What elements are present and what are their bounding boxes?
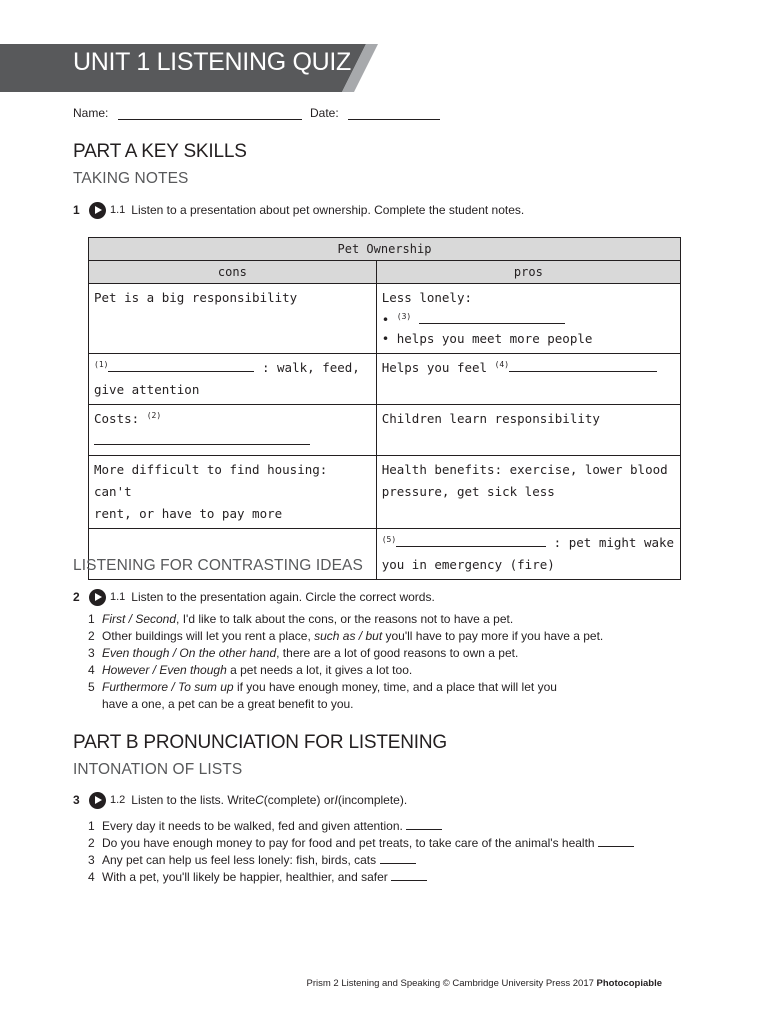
notes-table [88, 237, 681, 580]
table-cell: Children learn responsibility [376, 405, 680, 456]
table-cell: Less lonely: • $^{(3)}$ • helps you meet more people [376, 284, 680, 354]
name-field[interactable] [73, 106, 302, 120]
answer-blank-4[interactable] [509, 357, 657, 372]
question-number: 3 [73, 793, 80, 807]
blank-number-3: (3) [396, 311, 412, 321]
word-choice[interactable]: First / Second [102, 612, 177, 626]
pros-header: pros [376, 261, 680, 284]
page-title: UNIT 1 LISTENING QUIZ [73, 48, 352, 76]
audio-track-number: 1.1 [110, 591, 126, 603]
play-audio-icon[interactable] [89, 589, 106, 606]
blank-number-1: (1) [94, 359, 109, 369]
bullet: • [381, 312, 390, 327]
answer-blank[interactable] [391, 866, 427, 881]
list-item: 1 Every day it needs to be walked, fed and given attention. [88, 815, 688, 835]
answer-blank[interactable] [406, 815, 442, 830]
question-2 [73, 588, 435, 606]
answer-blank-1[interactable] [108, 357, 254, 372]
blank-number-4: (4) [494, 359, 510, 369]
list-item: 3 Even though / On the other hand, there are a lot of good reasons to own a pet. [88, 646, 519, 660]
list-item: 2 Other buildings will let you rent a place, such as / but you'll have to pay more if you have a pet. [88, 629, 604, 643]
word-choice[interactable]: Even though / On the other hand [102, 646, 277, 660]
answer-blank[interactable] [598, 832, 634, 847]
table-cell: $^{(5)}$ : pet might wake you in emergency (fire) [376, 529, 680, 580]
part-a-title: PART A KEY SKILLS [73, 141, 247, 162]
question-1 [73, 201, 524, 219]
question-instruction: Listen to a presentation about pet ownership. Complete the student notes. [131, 203, 525, 217]
question-instruction: Listen to the presentation again. Circle the correct words. [131, 590, 435, 604]
name-line [118, 119, 302, 120]
answer-blank-3[interactable] [419, 309, 565, 324]
intonation-heading: INTONATION OF LISTS [73, 761, 243, 778]
list-item: 5 Furthermore / To sum up if you have enough money, time, and a place that will let you have a one, a pet can be a great benefit to you. [88, 680, 557, 711]
footer: Prism 2 Listening and Speaking © Cambridge University Press 2017 Photocopiable [306, 978, 662, 989]
table-cell: Health benefits: exercise, lower blood pressure, get sick less [376, 456, 680, 529]
list-item: 2 Do you have enough money to pay for food and pet treats, to take care of the animal's health [88, 832, 688, 852]
table-title: Pet Ownership [89, 238, 681, 261]
date-label: Date: [310, 106, 339, 120]
word-choice[interactable]: However / Even though [102, 663, 227, 677]
play-audio-icon[interactable] [89, 202, 106, 219]
cons-header: cons [89, 261, 377, 284]
contrasting-ideas-heading: LISTENING FOR CONTRASTING IDEAS [73, 557, 363, 574]
audio-track-number: 1.1 [110, 204, 126, 216]
word-choice[interactable]: Furthermore / To sum up [102, 680, 234, 694]
list-item: 4 With a pet, you'll likely be happier, healthier, and safer [88, 866, 688, 886]
taking-notes-heading: TAKING NOTES [73, 170, 189, 187]
date-line [348, 119, 440, 120]
answer-blank-5[interactable] [396, 532, 546, 547]
word-choice[interactable]: such as / but [314, 629, 383, 643]
blank-number-2: (2) [146, 410, 162, 420]
list-item: 3 Any pet can help us feel less lonely: fish, birds, cats [88, 849, 688, 869]
list-item: 4 However / Even though a pet needs a lot, it gives a lot too. [88, 663, 413, 677]
table-cell: Pet is a big responsibility [89, 284, 377, 354]
table-cell: Helps you feel $^{(4)}$ [376, 354, 680, 405]
answer-blank-2[interactable] [94, 430, 310, 445]
table-cell: More difficult to find housing: can't rent, or have to pay more [89, 456, 377, 529]
audio-track-number: 1.2 [110, 794, 126, 806]
table-cell: Costs: $^{(2)}$ [89, 405, 377, 456]
list-item: 1 First / Second, I'd like to talk about the cons, or the reasons not to have a pet. [88, 612, 514, 626]
date-field[interactable] [310, 106, 440, 120]
question-3: 3 1.2 Listen to the lists. Write C (complete) or I (incomplete). [73, 793, 408, 807]
part-b-title: PART B PRONUNCIATION FOR LISTENING [73, 732, 447, 753]
question-number: 2 [73, 590, 80, 604]
question-number: 1 [73, 203, 80, 217]
name-label: Name: [73, 106, 109, 120]
answer-blank[interactable] [380, 849, 416, 864]
play-audio-icon[interactable] [89, 792, 106, 809]
blank-number-5: (5) [381, 534, 397, 544]
table-cell: $^{(1)}$ : walk, feed, give attention [89, 354, 377, 405]
